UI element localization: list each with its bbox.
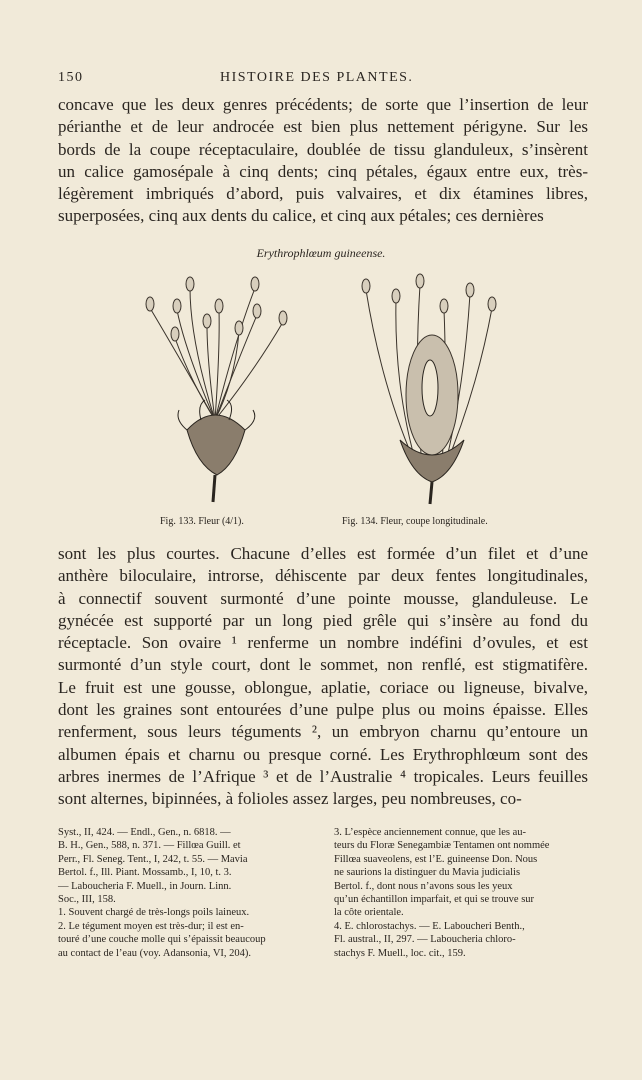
text-line: sont les plus courtes. Chacune d’elles est formée d’un filet et d’une (58, 544, 588, 563)
footnote-line: Bertol. f., Ill. Piant. Mossamb., I, 10, t. 3. (58, 867, 232, 879)
text-line: à connectif souvent surmonté d’une pointe mousse, glanduleuse. Le (58, 588, 588, 608)
page-header (58, 70, 588, 90)
figure-caption-133: Fig. 133. Fleur (4/1). (160, 516, 244, 527)
footnotes-right (334, 826, 590, 960)
figure-caption-134: Fig. 134. Fleur, coupe longitudinale. (342, 516, 488, 527)
footnote-line: au contact de l’eau (voy. Adansonia, VI, 204). (58, 947, 252, 959)
running-title: HISTOIRE DES PLANTES. (220, 70, 414, 85)
footnote-line: Perr., Fl. Seneg. Tent., I, 242, t. 55. — Mavia (58, 853, 248, 865)
text-line: bords de la coupe réceptaculaire, doublée de tissu glanduleux, s’insèrent (58, 139, 588, 159)
footnote-line: 1. Souvent chargé de très-longs poils laineux. (58, 907, 250, 919)
footnote-line: — Laboucheria F. Muell., in Journ. Linn. (58, 880, 232, 892)
text-line: arbres inermes de l’Afrique ³ et de l’Australie ⁴ tropicales. Leurs feuilles (58, 766, 588, 786)
footnote-line: ne saurions la distinguer du Mavia judicialis (334, 867, 521, 879)
footnote-line: qu’un échantillon imparfait, et qui se trouve sur (334, 894, 535, 906)
text-line: anthère biloculaire, introrse, déhiscente par deux fentes longitudinales, (58, 566, 588, 586)
footnote-line: 4. E. chlorostachys. — E. Laboucheri Benth., (334, 920, 525, 932)
text-line: concave que les deux genres précédents; de sorte que l’insertion de leur (58, 95, 588, 114)
paragraph-bottom (58, 543, 588, 811)
text-line: dont les graines sont entourées d’une pulpe plus ou moins épaisse. Elles (58, 700, 588, 720)
flower-section-illustration (352, 270, 512, 510)
footnote-line: touré d’une couche molle qui s’épaissit beaucoup (58, 934, 266, 946)
text-line: albumen épais et charnu ou presque corné. Les Erythrophlœum sont des (58, 744, 588, 764)
text-line: surmonté d’un style court, dont le sommet, non renflé, est stigmatifère. (58, 655, 588, 675)
footnote-line: B. H., Gen., 588, n. 371. — Fillœa Guill. et (58, 840, 241, 852)
text-line: Le fruit est une gousse, oblongue, aplatie, coriace ou ligneuse, bivalve, (58, 677, 588, 697)
paragraph-top (58, 94, 588, 228)
figure-title: Erythrophlœum guineense. (256, 246, 386, 260)
text-line: réceptacle. Son ovaire ¹ renferme un nombre indéfini d’ovules, et est (58, 633, 588, 653)
text-line: sont alternes, bipinnées, à folioles assez larges, peu nombreuses, co- (58, 789, 522, 809)
text-line: renferment, sous leurs téguments ², un embryon charnu qu’entoure un (58, 722, 588, 742)
footnote-line: 3. L’espèce anciennement connue, que les au- (334, 827, 527, 838)
text-line: périanthe et de leur androcée est bien plus nettement périgyne. Sur les (58, 117, 588, 137)
footnote-line: stachys F. Muell., loc. cit., 159. (334, 947, 466, 959)
footnotes-left (58, 826, 320, 960)
flower-illustration (135, 270, 295, 510)
footnote-line: Fl. austral., II, 297. — Laboucheria chloro- (334, 934, 516, 946)
text-line: un calice gamosépale à cinq dents; cinq pétales, égaux entre eux, très- (58, 161, 588, 181)
footnote-line: Syst., II, 424. — Endl., Gen., n. 6818. — (58, 827, 231, 838)
footnote-line: 2. Le tégument moyen est très-dur; il est en- (58, 920, 244, 932)
footnote-line: teurs du Floræ Senegambiæ Tentamen ont nommée (334, 840, 550, 852)
page-number: 150 (58, 70, 84, 85)
footnote-line: Soc., III, 158. (58, 894, 116, 906)
text-line: superposées, cinq aux dents du calice, et cinq aux pétales; ces dernières (58, 206, 544, 226)
footnote-line: la côte orientale. (334, 907, 404, 919)
footnote-line: Bertol. f., dont nous n’avons sous les yeux (334, 880, 513, 892)
text-line: gynécée est supporté par un long pied grêle qui s’insère au fond du (58, 610, 588, 630)
text-line: légèrement imbriqués d’abord, puis valvaires, et dix étamines libres, (58, 184, 588, 204)
footnote-line: Fillœa suaveolens, est l’E. guineense Don. Nous (334, 853, 538, 865)
